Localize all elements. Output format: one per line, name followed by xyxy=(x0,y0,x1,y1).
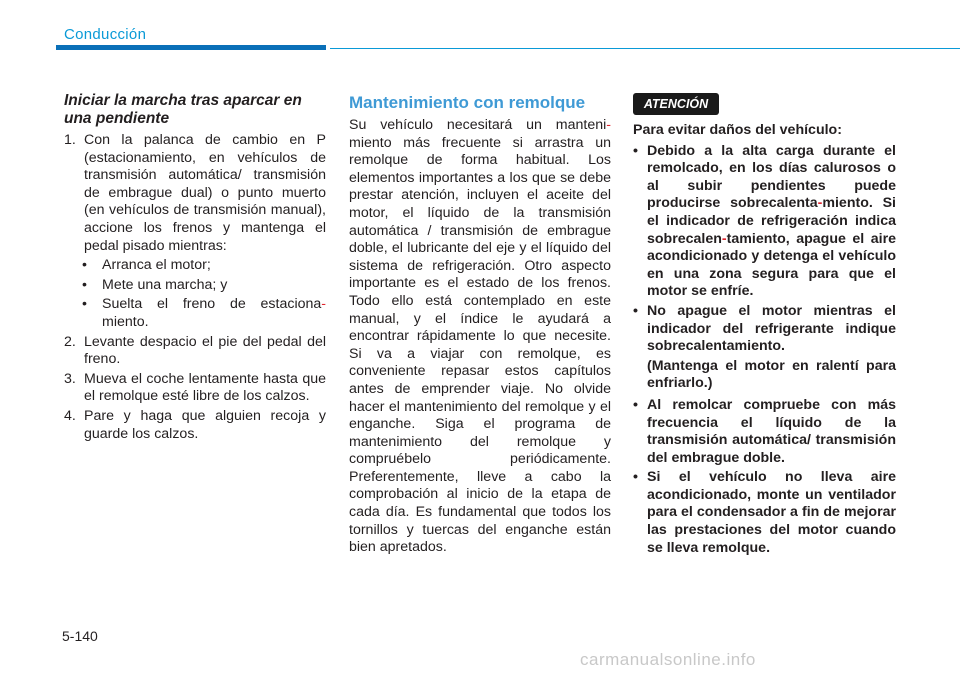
warning-text: Al remolcar compruebe con más frecuencia el líquido de la transmisión automática/ transmisión del embrague doble. xyxy=(647,396,896,466)
bullet-icon: • xyxy=(633,142,638,159)
hill-start-heading: Iniciar la marcha tras aparcar en una pendiente xyxy=(64,92,302,127)
step-text: Levante despacio el pie del pedal del freno. xyxy=(84,333,326,368)
warning-text: Debido a la alta carga durante el remolcado, en los días calurosos o al subir pendientes puede producirse sobrecalenta-miento. Si el indicador de refrigeración indica sobrecalen-tamiento, apague el aire acondicionado y detenga el vehículo en una zona segura para que el motor se enfríe. xyxy=(647,142,897,300)
watermark: carmanualsonline.info xyxy=(580,650,756,669)
middle-column xyxy=(349,92,611,557)
warning-lead: Para evitar daños del vehículo: xyxy=(633,122,842,138)
step-item xyxy=(64,334,326,369)
bullet-icon: • xyxy=(82,276,87,293)
soft-hyphen: - xyxy=(721,230,727,247)
step-item xyxy=(64,371,326,406)
bullet-icon: • xyxy=(633,396,638,413)
sub-item xyxy=(82,277,326,295)
bullet-icon: • xyxy=(82,296,87,313)
section-title: Conducción xyxy=(64,26,147,43)
step-number: 3. xyxy=(64,370,76,387)
header-rule-thin xyxy=(330,48,960,49)
step-item xyxy=(64,132,326,332)
bullet-icon: • xyxy=(82,257,87,274)
sub-item xyxy=(82,296,326,331)
step-item xyxy=(64,408,326,443)
step-sub-list xyxy=(84,257,326,331)
warning-text: No apague el motor mientras el indicador del refrigerante indique sobrecalentamiento. xyxy=(647,302,896,355)
step-text: Mueva el coche lentamente hasta que el remolque esté libre de los calzos. xyxy=(84,370,326,405)
maintenance-body: Su vehículo necesitará un manteni-miento más frecuente si arrastra un remolque de forma habitual. Los elementos importantes a los que se debe prestar atención, incluyen el aceite del motor, el líquido de la transmisión automática / transmisión de embrague doble, el lubricante del eje y el líquido del sistema de refrigeración. Otro aspecto importante es el estado de los frenos. Todo ello está contemplado en este manual, y el índice le ayudará a encontrar rápidamente lo que necesite. Si va a viajar con remolque, es conveniente repasar estos capítulos antes de emprender viaje. No olvide hacer el mantenimiento del remolque y el enganche. Siga el programa de mantenimiento del remolque y compruébelo periódicamente. Preferentemente, lleve a cabo la comprobación al inicio de la etapa de cada día. Es fundamental que todos los tornillos y tuercas del enganche están bien apretados. xyxy=(349,117,611,556)
header-rule-thick xyxy=(56,45,326,50)
maintenance-heading: Mantenimiento con remolque xyxy=(349,93,586,112)
page-number: 5-140 xyxy=(62,628,98,644)
soft-hyphen: - xyxy=(321,296,326,313)
warning-note: (Mantenga el motor en ralentí para enfriarlo.) xyxy=(647,357,896,392)
step-number: 2. xyxy=(64,333,76,350)
attention-badge: ATENCIÓN xyxy=(633,93,719,115)
warning-item xyxy=(633,143,896,301)
sub-item xyxy=(82,257,326,275)
warning-list xyxy=(633,143,896,558)
bullet-icon: • xyxy=(633,302,638,319)
soft-hyphen: - xyxy=(817,195,823,212)
warning-text: Si el vehículo no lleva aire acondicionado, monte un ventilador para el condensador a fin de mejorar las prestaciones del motor cuando se lleva remolque. xyxy=(647,469,896,556)
sub-item-text: Arranca el motor; xyxy=(102,257,211,274)
left-column xyxy=(64,92,326,445)
step-number: 4. xyxy=(64,407,76,424)
sub-item-text: Suelta el freno de estaciona-miento. xyxy=(102,296,326,330)
step-text: Pare y haga que alguien recoja y guarde los calzos. xyxy=(84,407,326,442)
hill-start-steps xyxy=(64,132,326,443)
warning-item xyxy=(633,469,896,557)
step-number: 1. xyxy=(64,132,76,148)
bullet-icon: • xyxy=(633,469,638,486)
soft-hyphen: - xyxy=(606,117,611,133)
step-text: Con la palanca de cambio en P (estacionamiento, en vehículos de transmisión automática/ transmisión de embrague dual) o punto muerto (en vehículos de transmisión manual), accione los frenos y mantenga el pedal pisado mientras: xyxy=(84,132,326,254)
warning-item xyxy=(633,303,896,393)
warning-item xyxy=(633,397,896,467)
right-column xyxy=(633,122,896,559)
sub-item-text: Mete una marcha; y xyxy=(102,276,228,293)
